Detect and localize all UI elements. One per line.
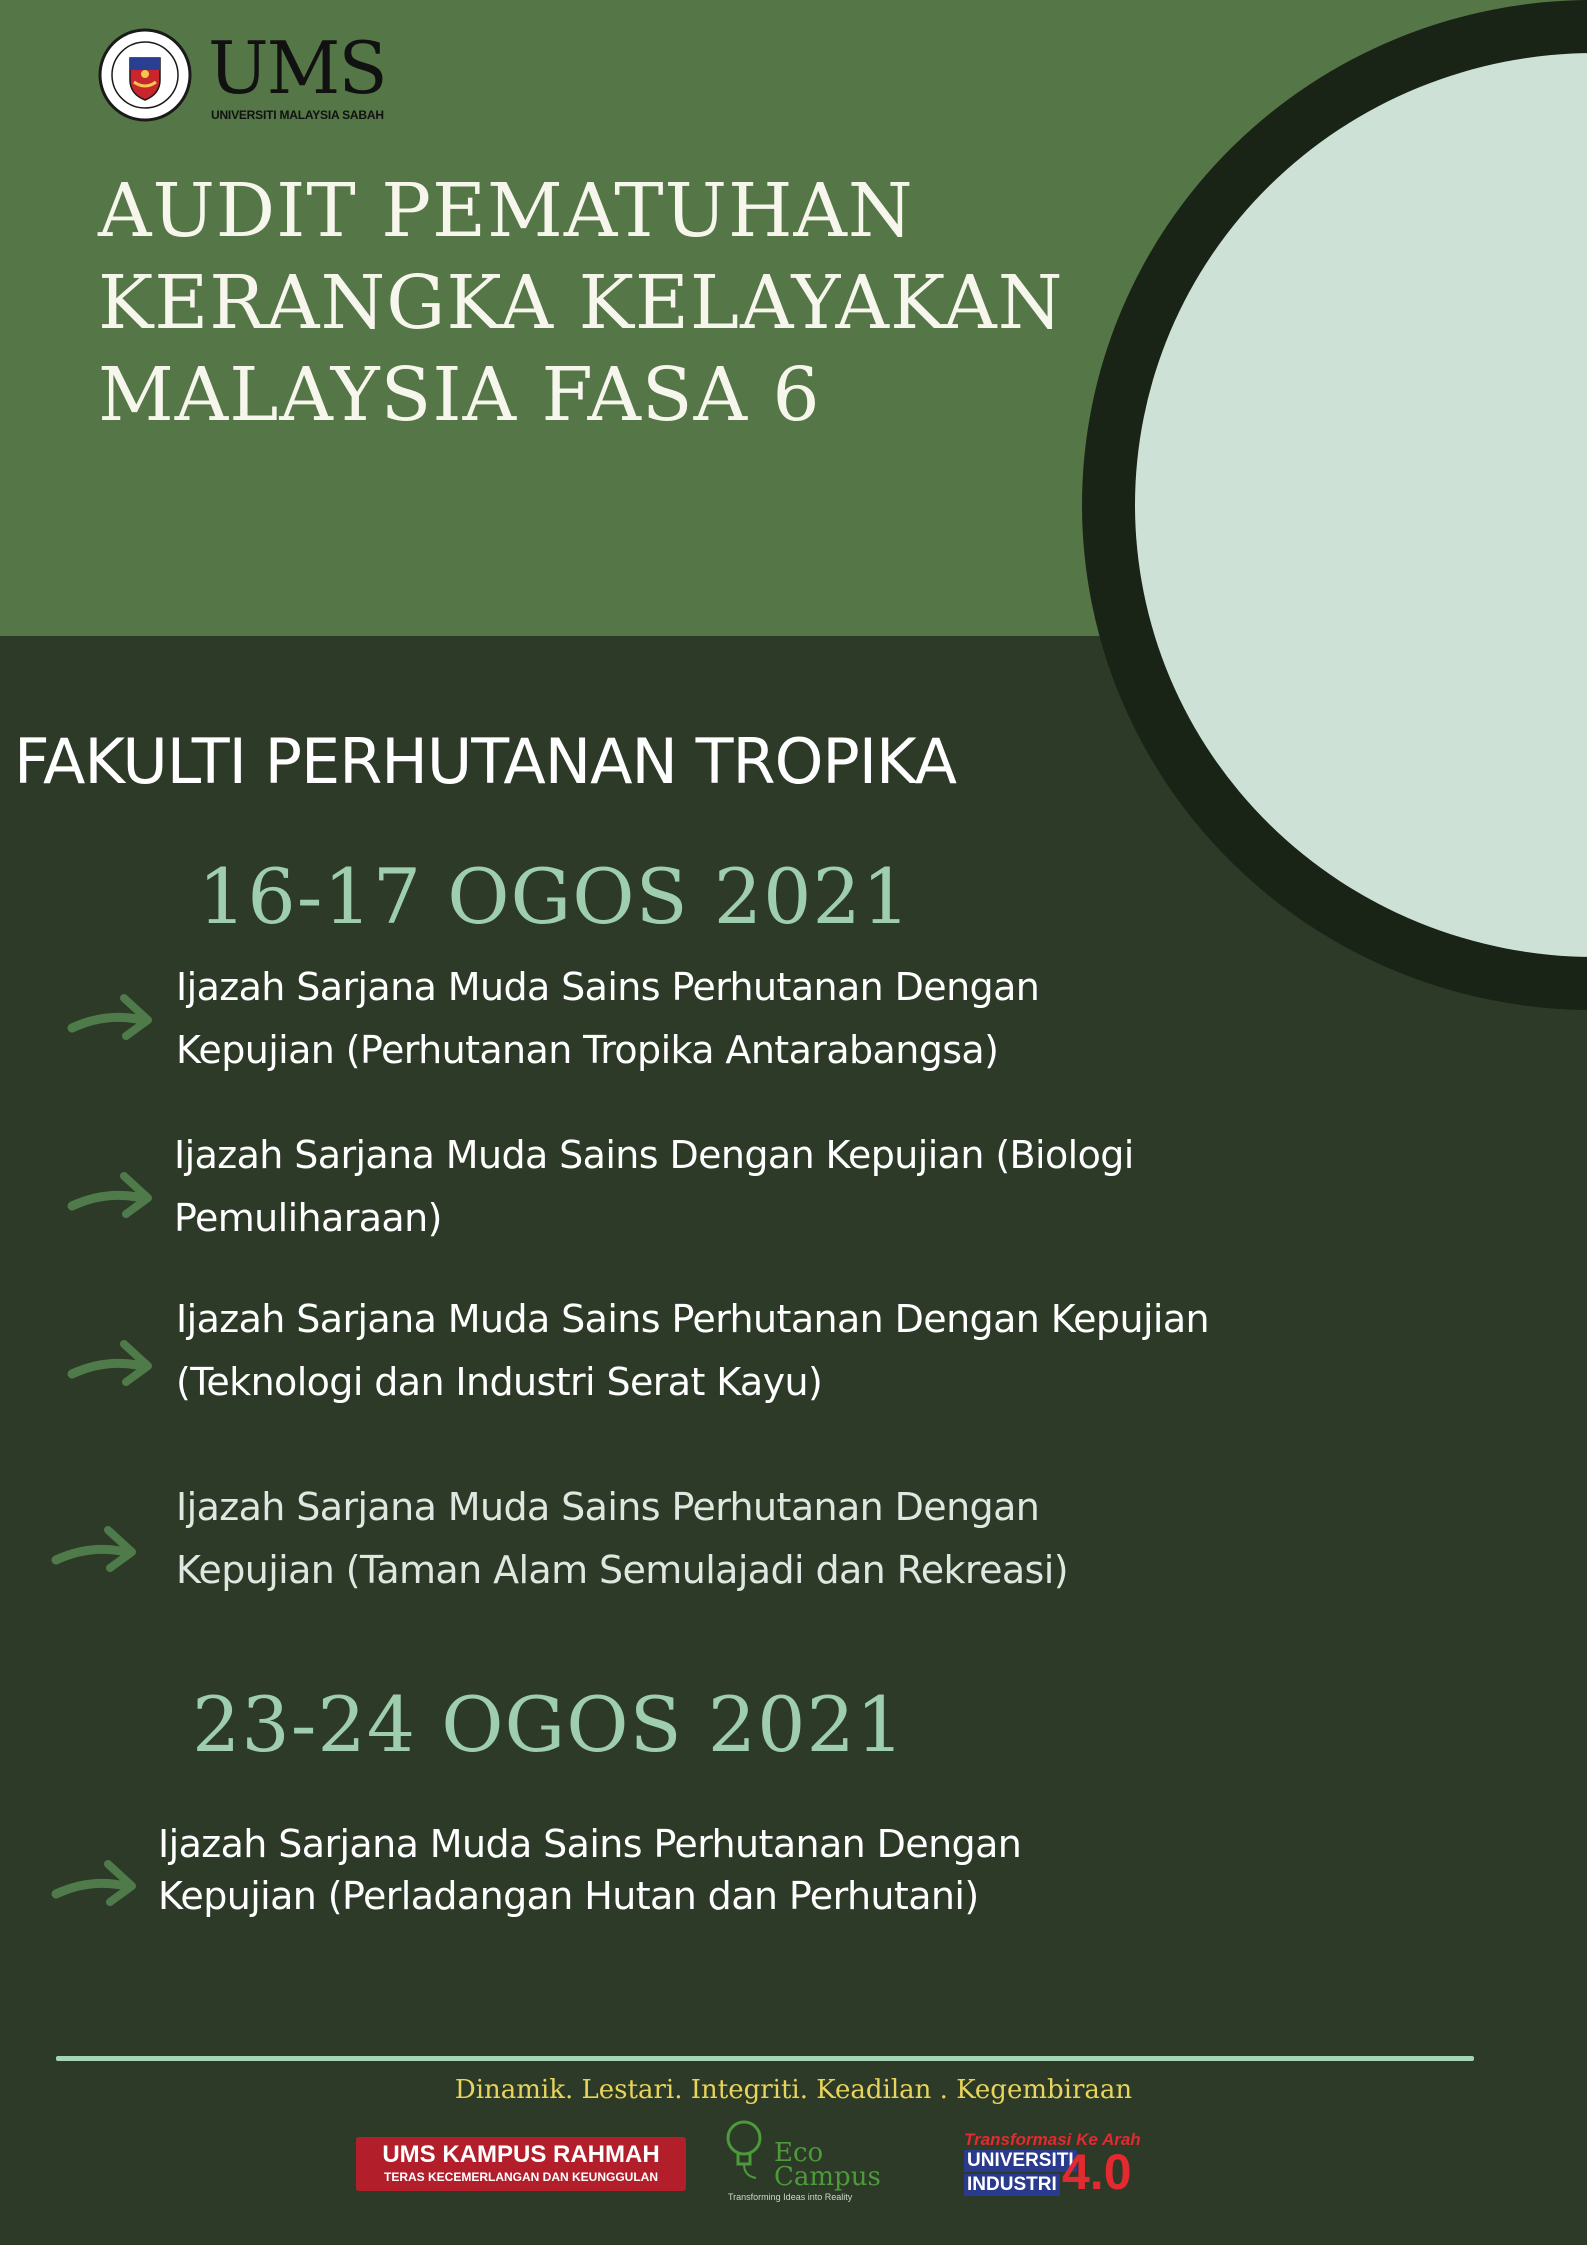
programme-item: [176, 956, 1039, 1082]
faculty-name: FAKULTI PERHUTANAN TROPIKA: [14, 725, 957, 798]
curved-arrow-icon: [50, 1856, 138, 1906]
footer-divider: [56, 2056, 1474, 2061]
industri-label: INDUSTRI: [964, 2174, 1060, 2196]
session-date: 16-17 OGOS 2021: [198, 852, 912, 941]
programme-line: Ijazah Sarjana Muda Sains Perhutanan Dengan Kepujian: [176, 1297, 1210, 1341]
programme-line: Ijazah Sarjana Muda Sains Perhutanan Dengan: [176, 965, 1040, 1009]
title-line-1: AUDIT PEMATUHAN: [98, 168, 914, 254]
campus-word: Campus: [774, 2162, 881, 2192]
programme-item: [176, 1288, 1209, 1414]
programme-line: Kepujian (Taman Alam Semulajadi dan Rekreasi): [176, 1548, 1068, 1592]
university-seal-icon: [98, 28, 192, 122]
curved-arrow-icon: [66, 990, 154, 1040]
title-line-2: KERANGKA KELAYAKAN: [98, 260, 1064, 346]
programme-line: Ijazah Sarjana Muda Sains Perhutanan Dengan: [158, 1822, 1022, 1866]
session-date: 23-24 OGOS 2021: [192, 1680, 906, 1769]
lightbulb-icon: [722, 2118, 770, 2182]
version-label: 4.0: [1062, 2144, 1132, 2200]
logo-wordmark: UMS: [208, 26, 386, 110]
eco-word: Eco: [774, 2138, 824, 2168]
eco-campus-logo: [722, 2118, 881, 2202]
logo-subtitle: UNIVERSITI MALAYSIA SABAH: [211, 108, 384, 122]
ums-logo: [98, 28, 398, 128]
curved-arrow-icon: [50, 1522, 138, 1572]
programme-item: [158, 1818, 1021, 1922]
rahmah-title: UMS KAMPUS RAHMAH: [382, 2141, 660, 2168]
curved-arrow-icon: [66, 1336, 154, 1386]
eco-tagline: Transforming Ideas into Reality: [728, 2192, 853, 2202]
programme-item: [174, 1124, 1134, 1250]
page-title: [98, 165, 1063, 441]
programme-line: Pemuliharaan): [174, 1196, 442, 1240]
programme-line: Kepujian (Perladangan Hutan dan Perhutani): [158, 1874, 979, 1918]
programme-line: Ijazah Sarjana Muda Sains Dengan Kepujian (Biologi: [174, 1133, 1134, 1177]
universiti-label: UNIVERSITI: [964, 2150, 1077, 2172]
title-line-3: MALAYSIA FASA 6: [98, 352, 821, 438]
rahmah-subtitle: TERAS KECEMERLANGAN DAN KEUNGGULAN: [383, 2170, 658, 2184]
curved-arrow-icon: [66, 1168, 154, 1218]
universiti-industri-logo: [962, 2130, 1152, 2200]
transformasi-label: Transformasi Ke Arah: [964, 2130, 1141, 2149]
programme-line: (Teknologi dan Industri Serat Kayu): [176, 1360, 823, 1404]
footer-motto: Dinamik. Lestari. Integriti. Keadilan . Kegembiraan: [454, 2075, 1133, 2105]
kampus-rahmah-badge: [356, 2137, 686, 2191]
programme-line: Kepujian (Perhutanan Tropika Antarabangsa): [176, 1028, 999, 1072]
programme-line: Ijazah Sarjana Muda Sains Perhutanan Dengan: [176, 1485, 1040, 1529]
programme-item: [176, 1476, 1068, 1602]
